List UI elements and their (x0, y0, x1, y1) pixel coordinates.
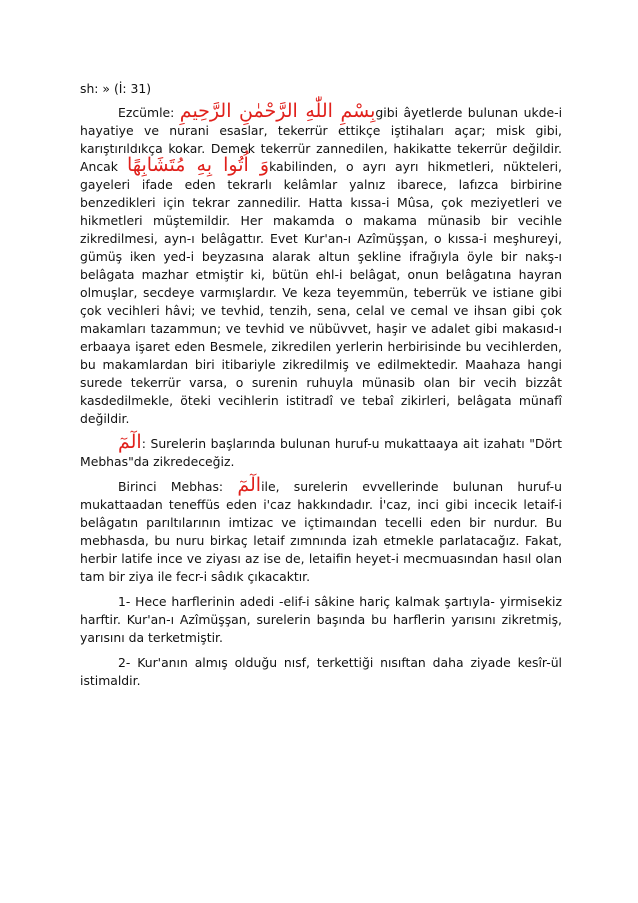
paragraph-text: 1- Hece harflerinin adedi -elif-i sâkine hariç kalmak şartıyla- yirmisekiz harftir. Kur'an-ı Azîmüşşan, surelerin başında bu harflerin yarısını zikretmiş, yarısını da terketmiştir. (80, 594, 562, 645)
page-reference: sh: » (İ: 31) (80, 81, 152, 96)
paragraph-text: : Surelerin başlarında bulunan huruf-u mukattaaya ait izahatı "Dört Mebhas"da zikredeceğiz. (80, 436, 562, 469)
paragraph-text: 2- Kur'anın almış olduğu nısf, terkettiği nısıftan daha ziyade kesîr-ül istimaldir. (80, 655, 562, 688)
paragraph-text: Birinci Mebhas: (118, 479, 238, 494)
paragraph-birinci-mebhas (80, 474, 562, 586)
paragraph-elif-lam-mim (80, 431, 562, 471)
paragraph-text: kabilinden, o ayrı ayrı hikmetleri, nükteleri, gayeleri ifade eden tekrarlı kelâmlar yalnız ibarece, lafızca birbirine benzedikleri için tekrar zannedilir. Hatta kıssa-i Mûsa, çok meziyetleri ve hikmetleri müştemildir. Her makamda o makama münasib bir vecihle zikredilmesi, ayn-ı belâgattır. Evet Kur'an-ı Azîmüşşan, o kıssa-i meşhureyi, gümüş iken yed-i beyzasına alarak altun şekline ifrağıyla öyle bir nakş-ı belâgata mazhar etmiştir ki, bütün ehl-i belâgat, onun belâgatına hayran olmuşlar, secdeye varmışlardır. Ve keza teyemmün, teberrük ve istiane gibi çok vecihleri hâvi; ve tevhid, tenzih, sena, celal ve cemal ve ihsan gibi çok makamları tazammun; ve tevhid ve nübüvvet, haşir ve adalet gibi makasıd-ı erbaaya işaret eden Besmele, zikredilen yerlerin herbirisinde bu vecihlerden, bu makamlardan biri itibariyle zikredilmiş ve edilmektedir. Maahaza hangi surede tekerrür varsa, o surenin ruhuyla münasib olan bir vecih bizzât kasdedilmekle, öteki vecihlerin istitradî ve tebaî zikirleri, belâgata münafî değildir. (80, 159, 562, 426)
paragraph-text: Ezcümle: (118, 105, 180, 120)
paragraph-text: ile, surelerin evvellerinde bulunan huruf-u mukattaadan teneffüs eden i'caz hakkındadır. İ'caz, inci gibi incecik letaif-i belâgatın parıltılarının imtizac ve içtimaından tecelli eden bir nurdur. Bu mebhasda, bu nuru birkaç letaif zımnında izah etmekle parlatacağız. Fakat, herbir latife ince ve ziyası az ise de, letaifin heyet-i mecmuasından hasıl olan tam bir ziya ile fecr-i sâdık çıkacaktır. (80, 479, 562, 584)
paragraph-text: gibi âyetlerde bulunan ukde-i hayatiye ve nurani esaslar, tekerrür ettikçe iştihaları açar; misk gibi, karıştırıldıkça kokar. Demek tekerrür zannedilen, hakikatte tekerrür değildir. Ancak (80, 105, 563, 174)
paragraph-item-1 (80, 593, 562, 647)
document-page (80, 80, 562, 697)
paragraph-item-2 (80, 654, 562, 690)
arabic-verse: وَ اُتُوا بِهِ مُتَشَابِهًا (126, 154, 270, 176)
arabic-huruf-mukattaa: الٓمٓ (118, 431, 142, 453)
arabic-huruf-mukattaa: الٓمٓ (237, 474, 262, 496)
arabic-basmala: بِسْمِ اللّٰهِ الرَّحْمٰنِ الرَّحِيمِ (179, 100, 376, 122)
paragraph-ezcumle (80, 100, 563, 428)
